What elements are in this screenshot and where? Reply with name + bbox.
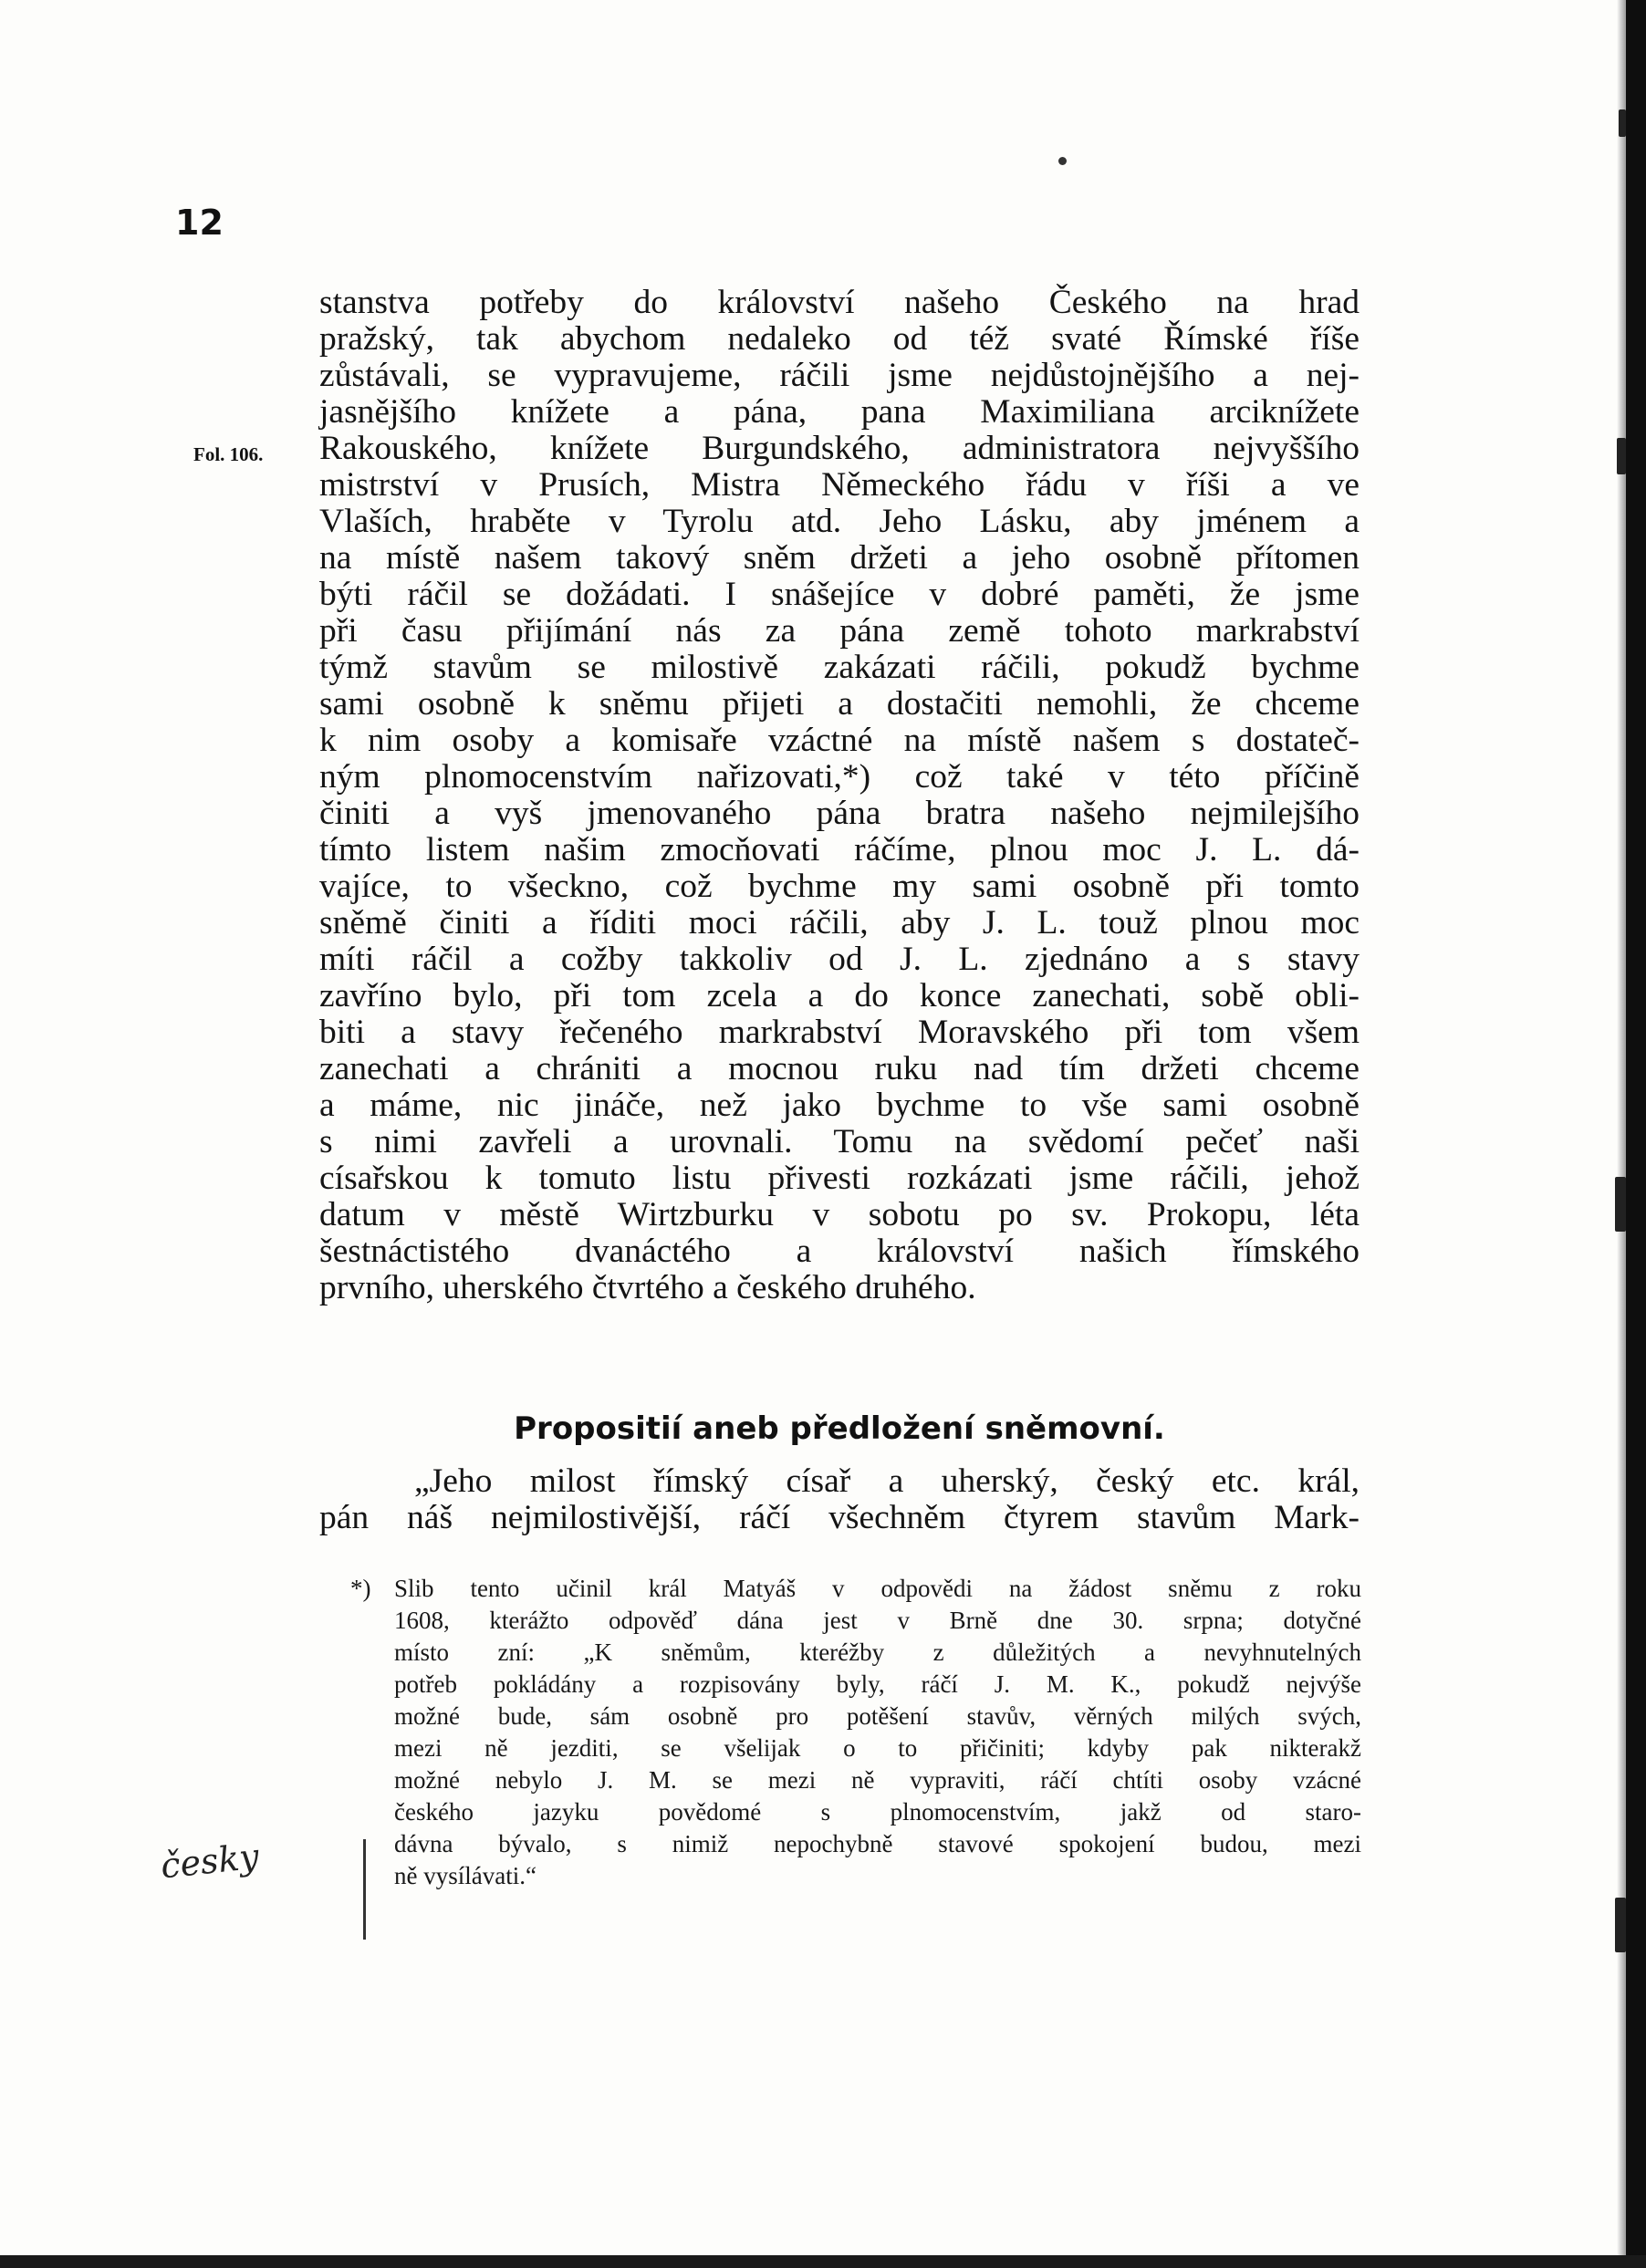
footnote-line: místo zní: „K sněmům, kteréžby z důležitých a nevyhnutelných: [394, 1639, 1361, 1666]
text-line: jasnějšího knížete a pána, pana Maximiliana arciknížete: [319, 393, 1360, 431]
footnote: [350, 1573, 1361, 1892]
text-line: „Jeho milost římský císař a uherský, český etc. král,: [414, 1462, 1360, 1500]
scan-edge-right: [1626, 0, 1646, 2268]
text-line: zavříno bylo, při tom zcela a do konce zanechati, sobě obli-: [319, 977, 1360, 1014]
scan-edge-bottom: [0, 2255, 1646, 2268]
text-line: tímto listem našim zmocňovati ráčíme, plnou moc J. L. dá-: [319, 831, 1360, 869]
text-line: činiti a vyš jmenovaného pána bratra našeho nejmilejšího: [319, 795, 1360, 832]
text-line: sami osobně k sněmu přijeti a dostačiti nemohli, že chceme: [319, 685, 1360, 723]
text-line: zanechati a chrániti a mocnou ruku nad tím držeti chceme: [319, 1050, 1360, 1087]
text-line: k nim osoby a komisaře vzáctné na místě našem s dostateč-: [319, 722, 1360, 759]
text-line: zůstávali, se vypravujeme, ráčili jsme nejdůstojnějšího a nej-: [319, 357, 1360, 394]
text-line: a máme, nic jináče, než jako bychme to vše sami osobně: [319, 1087, 1360, 1124]
footnote-line: potřeb pokládány a rozpisovány byly, ráčí J. M. K., pokudž nejvýše: [394, 1670, 1361, 1698]
footnote-line: možné bude, sám osobně pro potěšení stavův, věrných milých svých,: [394, 1702, 1361, 1730]
page-number: 12: [175, 203, 224, 243]
text-line: biti a stavy řečeného markrabství Moravského při tom všem: [319, 1014, 1360, 1051]
text-line: stanstva potřeby do království našeho Českého na hrad: [319, 284, 1360, 321]
text-line: týmž stavům se milostivě zakázati ráčili, pokudž bychme: [319, 649, 1360, 686]
text-line: při času přijímání nás za pána země tohoto markrabství: [319, 612, 1360, 650]
text-line: vajíce, to všeckno, což bychme my sami osobně při tomto: [319, 868, 1360, 905]
text-line: míti ráčil a cožby takkoliv od J. L. zjednáno a s stavy: [319, 941, 1360, 978]
text-line: šestnáctistého dvanáctého a království našich římského: [319, 1233, 1360, 1270]
text-line: s nimi zavřeli a urovnali. Tomu na svědomí pečeť naši: [319, 1123, 1360, 1160]
text-line: býti ráčil se dožádati. I snášejíce v dobré paměti, že jsme: [319, 576, 1360, 613]
footnote-line: dávna bývalo, s nimiž nepochybně stavové spokojení budou, mezi: [394, 1830, 1361, 1857]
footnote-marker: *): [350, 1575, 371, 1602]
section-heading: Propositií aneb předložení sněmovní.: [514, 1410, 1165, 1447]
text-line: Vlaších, hraběte v Tyrolu atd. Jeho Lásku, aby jménem a: [319, 503, 1360, 540]
text-line: prvního, uherského čtvrtého a českého druhého.: [319, 1269, 976, 1306]
text-line: ným plnomocenstvím nařizovati,*) což také v této příčině: [319, 758, 1360, 796]
text-line: datum v městě Wirtzburku v sobotu po sv. Prokopu, léta: [319, 1196, 1360, 1233]
footnote-line: 1608, kterážto odpověď dána jest v Brně dne 30. srpna; dotyčné: [394, 1607, 1361, 1634]
scan-artifact: [1615, 1898, 1626, 1952]
text-line: pražský, tak abychom nedaleko od též svaté Římské říše: [319, 320, 1360, 358]
text-line: Rakouského, knížete Burgundského, administratora nejvyššího: [319, 430, 1360, 467]
footnote-line: mezi ně jezditi, se všelijak o to přičiniti; kdyby pak nikterakž: [394, 1734, 1361, 1762]
footnote-line: ně vysílávati.“: [394, 1862, 537, 1889]
main-paragraph: [319, 285, 1360, 1306]
scan-artifact: [1617, 438, 1626, 474]
handwritten-margin-note: česky: [158, 1836, 261, 1887]
scan-artifact: [1615, 1177, 1626, 1232]
folio-margin-note: Fol. 106.: [193, 443, 264, 465]
footnote-line: možné nebylo J. M. se mezi ně vypraviti, ráčí chtíti osoby vzácné: [394, 1766, 1361, 1794]
text-line: sněmě činiti a říditi moci ráčili, aby J. L. touž plnou moc: [319, 904, 1360, 942]
text-line: císařskou k tomuto listu přivesti rozkázati jsme ráčili, jehož: [319, 1160, 1360, 1197]
footnote-line: českého jazyku povědomé s plnomocenstvím, jakž od staro-: [394, 1798, 1361, 1826]
text-line: na místě našem takový sněm držeti a jeho osobně přítomen: [319, 539, 1360, 577]
ink-speck: [1058, 157, 1067, 165]
text-line: pán náš nejmilostivější, ráčí všechněm čtyrem stavům Mark-: [319, 1499, 1360, 1536]
footnote-line: Slib tento učinil král Matyáš v odpovědi na žádost sněmu z roku: [394, 1575, 1361, 1602]
scan-artifact: [1619, 109, 1626, 137]
margin-bracket-mark: [363, 1839, 366, 1940]
proposition-paragraph: [319, 1463, 1360, 1536]
text-line: mistrství v Prusích, Mistra Německého řádu v říši a ve: [319, 466, 1360, 504]
